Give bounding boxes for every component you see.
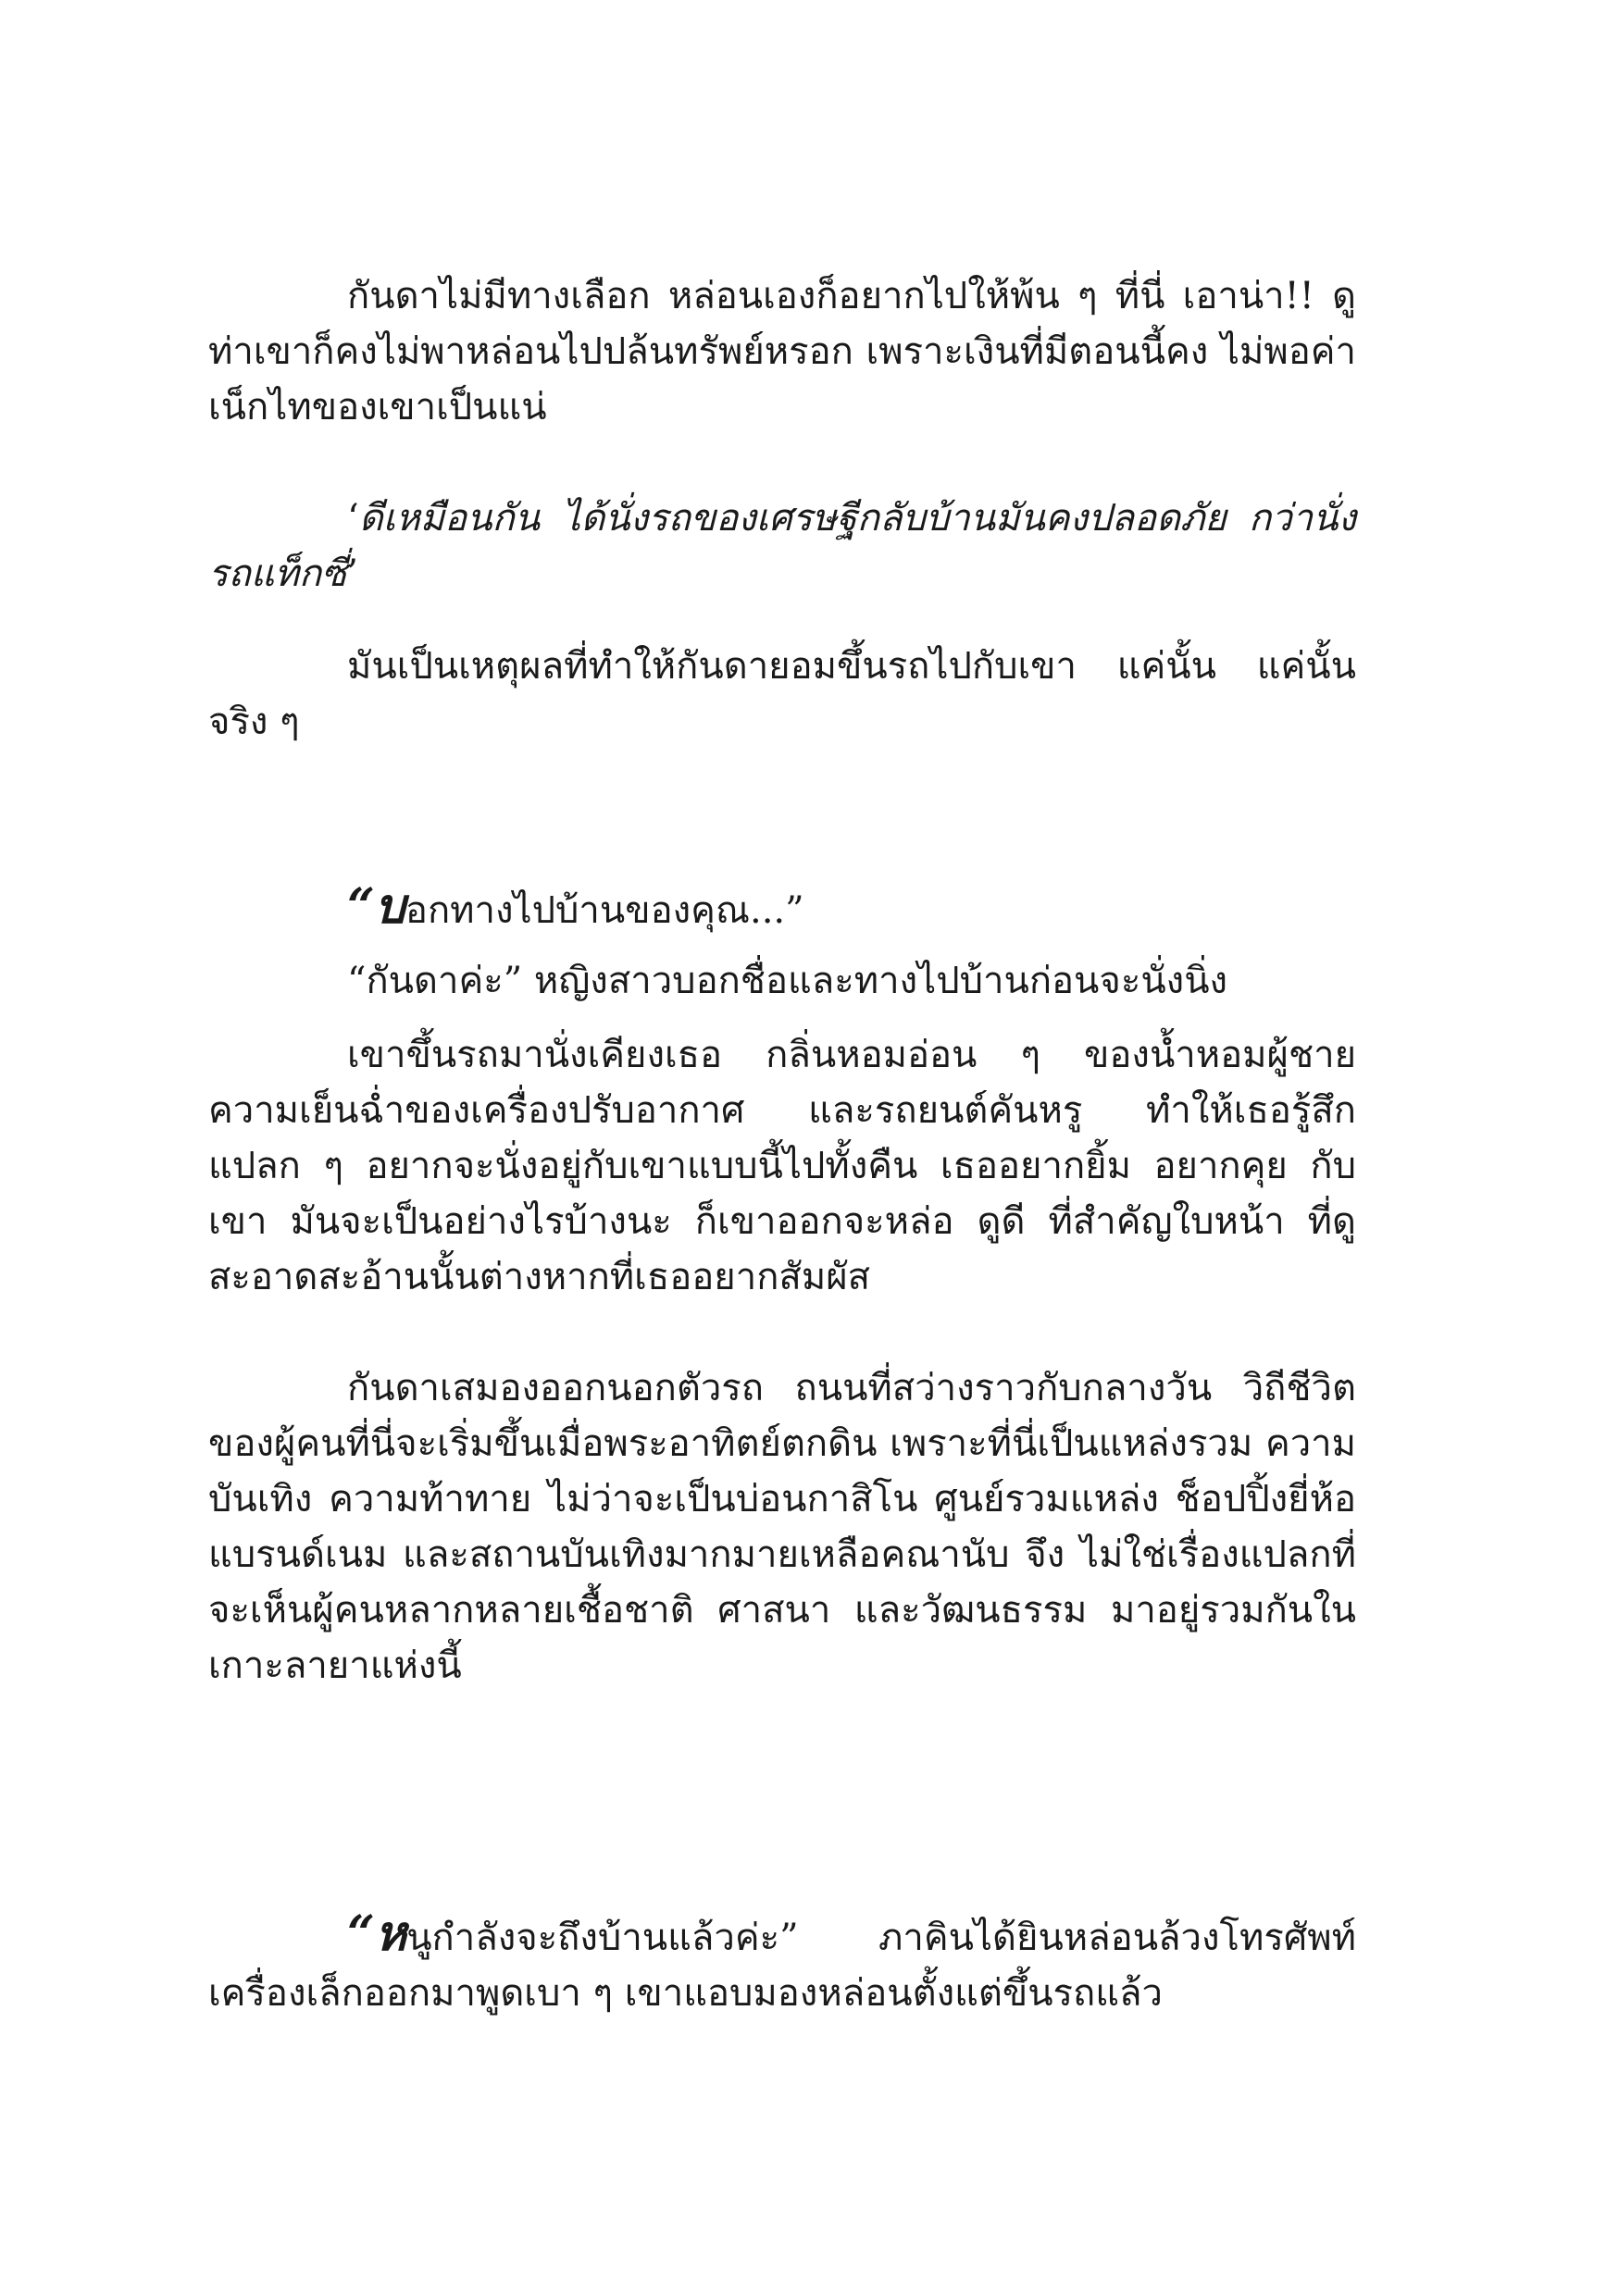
dropcap-letter: “บ (347, 878, 405, 935)
paragraph-3-text: มันเป็นเหตุผลที่ทำให้กันดายอมขึ้นรถไปกับเขา แค่นั้น แค่นั้น จริง ๆ (208, 645, 1356, 743)
paragraph-4-text: อกทางไปบ้านของคุณ...” (405, 889, 804, 932)
paragraph-6-text: เขาขึ้นรถมานั่งเคียงเธอ กลิ่นหอมอ่อน ๆ ของน้ำหอมผู้ชาย ความเย็นฉ่ำของเครื่องปรับอากาศ และรถยนต์คันหรู ทำให้เธอรู้สึก แปลก ๆ อยากจะนั่งอยู่กับเขาแบบนี้ไปทั้งคืน เธออยากยิ้ม อยากคุย กับเขา มันจะเป็นอย่างไรบ้างนะ ก็เขาออกจะหล่อ ดูดี ที่สำคัญใบหน้า ที่ดูสะอาดสะอ้านนั้นต่างหากที่เธออยากสัมผัส (208, 1034, 1356, 1298)
paragraph-1 (208, 268, 1356, 435)
paragraph-7 (208, 1360, 1356, 1694)
paragraph-7-text: กันดาเสมองออกนอกตัวรถ ถนนที่สว่างราวกับกลางวัน วิถีชีวิต ของผู้คนที่นี่จะเริ่มขึ้นเมื่อพระอาทิตย์ตกดิน เพราะที่นี่เป็นแหล่งรวม ความบันเทิง ความท้าทาย ไม่ว่าจะเป็นบ่อนกาสิโน ศูนย์รวมแหล่ง ช็อปปิ้งยี่ห้อแบรนด์เนม และสถานบันเทิงมากมายเหลือคณานับ จึง ไม่ใช่เรื่องแปลกที่จะเห็นผู้คนหลากหลายเชื้อชาติ ศาสนา และวัฒนธรรม มาอยู่รวมกันในเกาะลายาแห่งนี้ (208, 1367, 1356, 1687)
open-quote: ‘ (347, 497, 359, 540)
paragraph-8-dialogue (208, 1906, 1356, 2021)
inner-thought-text: ดีเหมือนกัน ได้นั่งรถของเศรษฐีกลับบ้านมันคงปลอดภัย กว่านั่งรถแท็กซี่ (208, 497, 1356, 595)
paragraph-8-text: นูกำลังจะถึงบ้านแล้วค่ะ” ภาคินได้ยินหล่อนล้วงโทรศัพท์ เครื่องเล็กออกมาพูดเบา ๆ เขาแอบมองหล่อนตั้งแต่ขึ้นรถแล้ว (208, 1917, 1356, 2015)
paragraph-1-text: กันดาไม่มีทางเลือก หล่อนเองก็อยากไปให้พ้น ๆ ที่นี่ เอาน่า!! ดูท่าเขาก็คงไม่พาหล่อนไปปล้นทรัพย์หรอก เพราะเงินที่มีตอนนี้คง ไม่พอค่าเน็กไทของเขาเป็นแน่ (208, 275, 1356, 428)
paragraph-5-text: “กันดาค่ะ” หญิงสาวบอกชื่อและทางไปบ้านก่อนจะนั่งนิ่ง (347, 960, 1228, 1002)
paragraph-3 (208, 639, 1356, 750)
close-quote: ’ (346, 552, 358, 595)
paragraph-4-dialogue (208, 879, 1356, 938)
paragraph-2-inner-thought (208, 490, 1356, 602)
paragraph-5-dialogue (208, 953, 1356, 1009)
paragraph-6 (208, 1027, 1356, 1305)
dropcap-letter: “ห (347, 1905, 407, 1962)
